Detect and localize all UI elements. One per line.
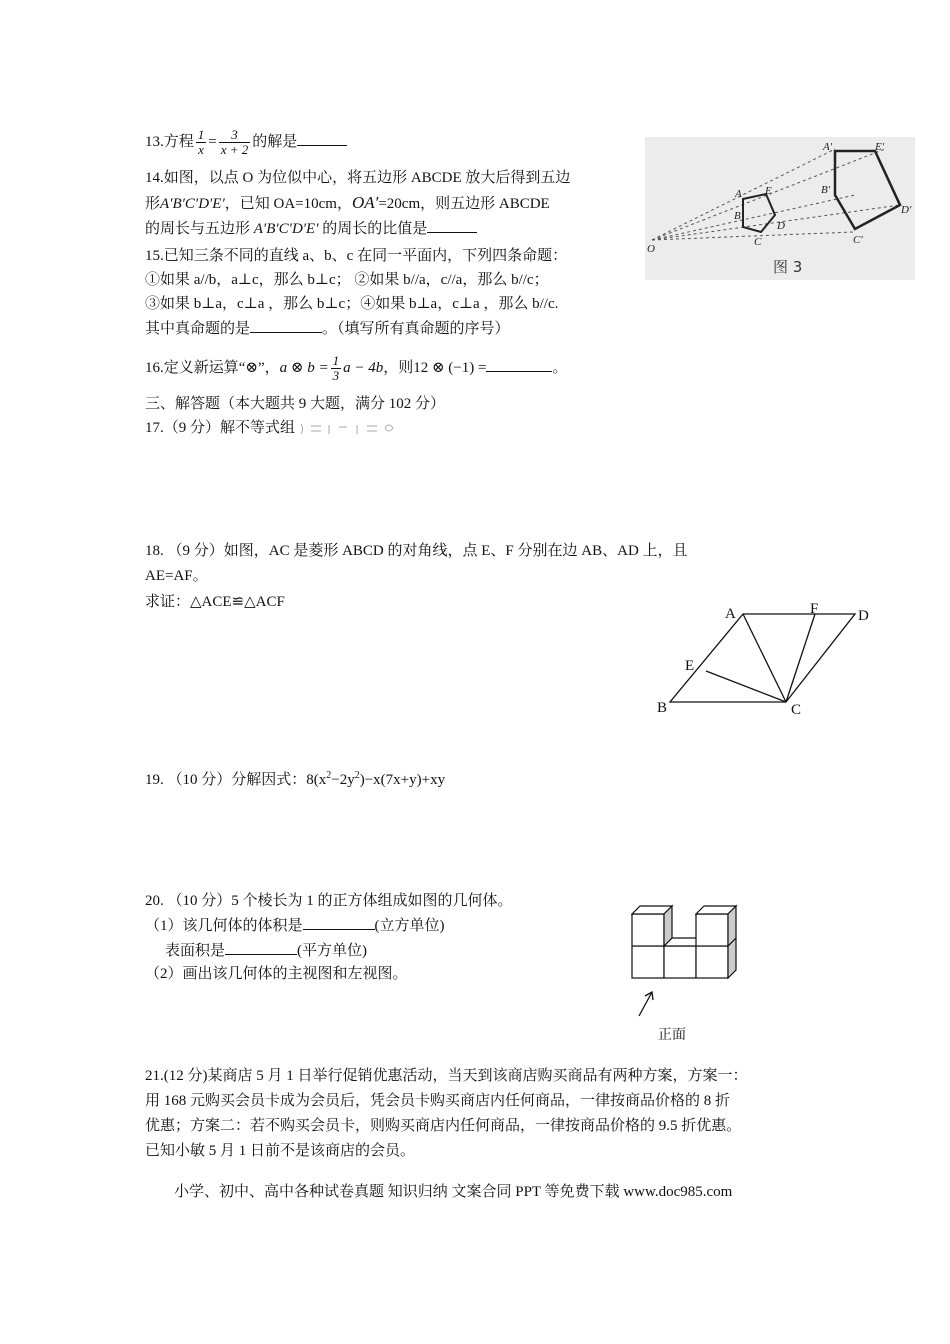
q13-frac2: [219, 128, 251, 157]
cube-front-1: [632, 946, 664, 978]
q13-frac1-den: x: [198, 142, 204, 157]
fig3-label-d: D: [777, 220, 785, 232]
q15-answer-blank[interactable]: [250, 318, 322, 333]
cube-top-left: [632, 914, 664, 946]
q16-frac-den: 3: [332, 368, 340, 383]
q13-frac1: [196, 128, 207, 157]
q14-answer-blank[interactable]: [427, 218, 477, 233]
figure-3-svg: [645, 137, 915, 280]
q16-frac: [331, 354, 342, 383]
q20-line2-b: (立方单位): [374, 918, 445, 934]
cube-top-right: [696, 914, 728, 946]
q18-line2: AE=AF。: [145, 568, 208, 584]
rhombus-label-e: E: [685, 658, 695, 674]
q14-line2: [145, 193, 550, 214]
cube-top-left-side: [664, 906, 672, 946]
rhombus-svg: [650, 600, 880, 720]
q15-line3: ③如果 b⊥a，c⊥a ，那么 b⊥c；④如果 b⊥a，c⊥a ，那么 b//c.: [145, 296, 559, 312]
q21-line3: 优惠；方案二：若不购买会员卡，则购买商店内任何商品，一律按商品价格的 9.5 折优惠。: [145, 1118, 742, 1134]
rhombus-label-b: B: [657, 700, 668, 716]
cube-top-right-side: [728, 906, 736, 946]
q14-line1: 14.如图，以点 O 为位似中心，将五边形 ABCDE 放大后得到五边: [145, 170, 571, 186]
q16-mid: ，则: [383, 359, 414, 376]
q21-line1: 21.(12 分)某商店 5 月 1 日举行促销优惠活动，当天到该商店购买商品有两种方案，方案一：: [145, 1068, 748, 1084]
q19-mid2: )−x(7x+y)+xy: [359, 772, 446, 788]
q19-sup-2: 2: [354, 770, 360, 781]
q14-pentagon-prime-2: A′B′C′D′E′: [253, 221, 319, 237]
q17-line: [145, 418, 399, 438]
q19-prefix: 19. （10 分）分解因式：8(x: [145, 772, 327, 788]
front-arrow: [639, 992, 653, 1016]
fig3-label-a: A: [735, 188, 742, 200]
q20-line4: （2）画出该几何体的主视图和左视图。: [145, 966, 408, 982]
q20-volume-blank[interactable]: [303, 915, 375, 930]
q15-line2: ①如果 a//b，a⊥c，那么 b⊥c； ②如果 b//a，c//a，那么 b//c；: [145, 272, 549, 288]
q15-line4-b: 。（填写所有真命题的序号）: [322, 321, 510, 337]
front-label: 正面: [658, 1027, 686, 1043]
q17-inequality-svg: [299, 422, 399, 436]
cubes-figure: [625, 898, 755, 1046]
rhombus-label-c: C: [791, 702, 802, 718]
q14-pentagon-prime: A′B′C′D′E′: [160, 196, 225, 212]
segment-ce: [706, 671, 786, 702]
fig3-label-a2: A′: [823, 141, 833, 153]
q17-inequality-image: [299, 422, 399, 436]
q13-line: [145, 128, 347, 157]
rhombus-label-a: A: [725, 606, 736, 622]
q16-prefix: 16.定义新运算“⊗”，: [145, 359, 280, 376]
q13-frac2-num: 3: [219, 128, 251, 143]
section-3-heading: 三、解答题（本大题共 9 大题，满分 102 分）: [145, 396, 446, 412]
q14-oa-prime: OA′: [351, 193, 379, 212]
q19-line: [145, 766, 445, 790]
q20-surface-blank[interactable]: [225, 940, 297, 955]
fig3-label-b: B: [734, 210, 741, 222]
q21-line2: 用 168 元购买会员卡成为会员后，凭会员卡购买商店内任何商品，一律按商品价格的 8 折: [145, 1093, 731, 1109]
fig3-label-e2: E′: [875, 141, 885, 153]
q16-frac-num: 1: [332, 353, 340, 368]
q16-expr-a: a ⊗ b =: [279, 359, 329, 376]
q13-suffix: 的解是: [252, 133, 298, 150]
q20-line3-b: (平方单位): [297, 943, 368, 959]
rhombus-figure: [650, 600, 880, 720]
q21-line4: 已知小敏 5 月 1 日前不是该商店的会员。: [145, 1143, 416, 1159]
cube-front-3: [696, 946, 728, 978]
footer: 小学、初中、高中各种试卷真题 知识归纳 文案合同 PPT 等免费下载 www.doc985.com: [174, 1184, 733, 1200]
q16-answer-blank[interactable]: [486, 357, 552, 372]
q13-frac2-den: x + 2: [220, 142, 249, 157]
fig3-label-d2: D′: [901, 204, 912, 216]
rhombus-label-d: D: [858, 608, 869, 624]
q13-prefix: 13.方程: [145, 133, 194, 150]
q13-equals: =: [208, 133, 217, 150]
segment-cf: [786, 614, 815, 702]
q14-line3: [145, 218, 477, 239]
q20-line1: 20. （10 分）5 个棱长为 1 的正方体组成如图的几何体。: [145, 893, 513, 909]
pentagon-prime: [835, 151, 900, 229]
q14-line2-b: ，已知 OA=10cm，: [224, 196, 352, 212]
cube-front-2: [664, 946, 696, 978]
q16-expr-b: a − 4b: [343, 359, 384, 376]
q16-line: [145, 354, 567, 383]
q20-line2-a: （1）该几何体的体积是: [145, 918, 303, 934]
q14-line2-c: =20cm，则五边形 ABCDE: [378, 196, 550, 212]
rhombus-label-f: F: [810, 601, 819, 617]
q15-line4: [145, 318, 510, 339]
cubes-svg: [625, 898, 755, 1046]
q14-line3-a: 的周长与五边形: [145, 221, 251, 237]
fig3-label-c2: C′: [853, 234, 863, 246]
rhombus-abcd: [670, 614, 855, 702]
fig3-caption: 图 3: [773, 258, 803, 276]
q20-line3: [165, 940, 367, 961]
q16-expr-c: 12 ⊗ (−1) =: [413, 359, 487, 376]
q16-suffix: 。: [552, 359, 568, 376]
fig3-label-e: E: [765, 185, 772, 197]
diagonal-ac: [743, 614, 786, 702]
fig3-label-o: O: [647, 243, 655, 255]
q20-line3-a: 表面积是: [165, 943, 226, 959]
q20-line2: [145, 915, 445, 936]
q14-line3-b: 的周长的比值是: [322, 221, 428, 237]
q18-line3: 求证：△ACE≌△ACF: [145, 594, 285, 610]
q15-line1: 15.已知三条不同的直线 a、b、c 在同一平面内，下列四条命题：: [145, 248, 568, 264]
q17-text: 17.（9 分）解不等式组: [145, 420, 296, 436]
fig3-label-b2: B′: [821, 184, 831, 196]
q15-line4-a: 其中真命题的是: [145, 321, 251, 337]
q19-sup-1: 2: [326, 770, 332, 781]
q14-line2-a: 形: [145, 196, 161, 212]
q13-frac1-num: 1: [197, 127, 205, 142]
projection-lines: [652, 149, 900, 240]
fig3-label-c: C: [754, 236, 762, 248]
q19-mid1: −2y: [331, 772, 355, 788]
q13-answer-blank[interactable]: [297, 131, 347, 146]
figure-3: [645, 137, 915, 280]
q18-line1: 18. （9 分）如图，AC 是菱形 ABCD 的对角线，点 E、F 分别在边 AB、AD 上，且: [145, 543, 688, 559]
